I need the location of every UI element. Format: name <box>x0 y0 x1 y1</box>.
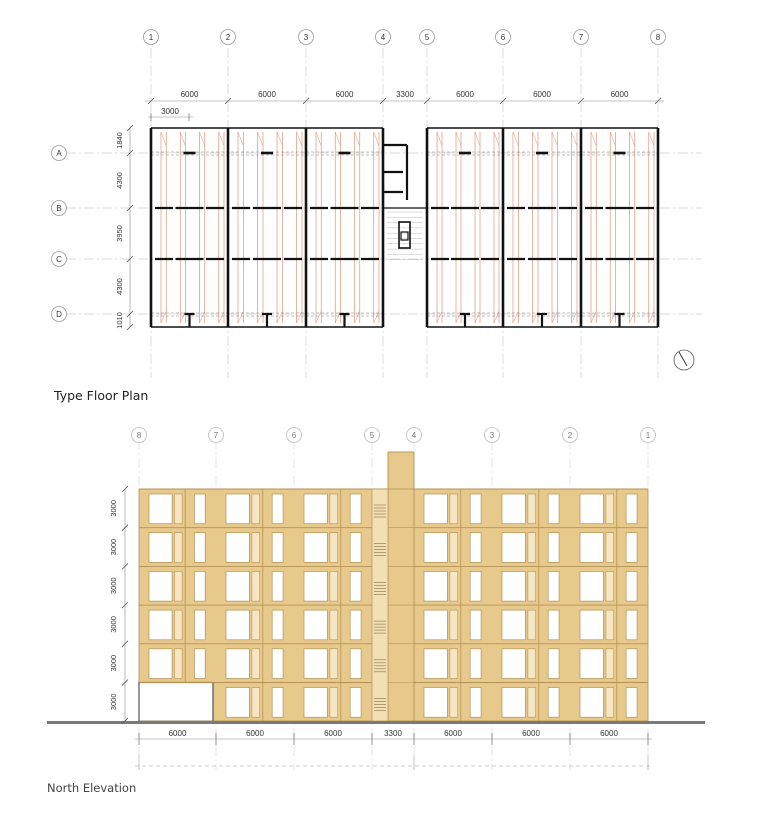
window <box>626 533 637 563</box>
window-panel <box>528 494 536 524</box>
window <box>626 610 637 640</box>
window <box>424 571 447 601</box>
window <box>470 649 481 679</box>
window <box>194 649 205 679</box>
window-panel <box>174 649 182 679</box>
window <box>470 494 481 524</box>
window <box>304 610 327 640</box>
dimension-text: 4300 <box>115 172 124 189</box>
window-panel <box>252 533 260 563</box>
floor-panel-line <box>649 132 654 146</box>
window <box>350 571 361 601</box>
window <box>548 494 559 524</box>
dimension-text: 6000 <box>600 729 618 738</box>
floor-panel-line <box>513 132 519 146</box>
window <box>502 533 525 563</box>
window-panel <box>252 571 260 601</box>
window-panel <box>450 610 458 640</box>
grid-label: C <box>56 255 62 264</box>
dimension-text: 6000 <box>533 90 551 99</box>
floor-panel-line <box>552 132 558 146</box>
dimension-text: 6000 <box>444 729 462 738</box>
grid-label: 8 <box>655 33 661 42</box>
floor-panel-line <box>630 132 635 146</box>
window-panel <box>174 494 182 524</box>
window-panel <box>174 610 182 640</box>
floor-panel-line <box>277 132 283 146</box>
grid-label: 3 <box>303 33 309 42</box>
grid-label: 2 <box>567 431 573 440</box>
window <box>626 571 637 601</box>
window-panel <box>252 649 260 679</box>
window <box>580 649 603 679</box>
dimension-text: 3000 <box>161 107 179 116</box>
window <box>194 533 205 563</box>
window <box>548 610 559 640</box>
ground-line <box>47 721 705 724</box>
dimension-text: 6000 <box>180 90 199 99</box>
grid-label: 5 <box>369 431 375 440</box>
window <box>424 688 447 718</box>
floor-panel-line <box>456 132 461 146</box>
window <box>350 494 361 524</box>
dimension-text: 6000 <box>456 90 474 99</box>
window <box>470 688 481 718</box>
window <box>424 649 447 679</box>
floor-panel-line <box>610 132 615 146</box>
floor-panel-line <box>494 132 499 146</box>
window-panel <box>528 610 536 640</box>
dimension-text: 3300 <box>396 90 414 99</box>
window <box>304 533 327 563</box>
floor-panel-line <box>180 132 185 146</box>
floor-panel-line <box>219 132 224 146</box>
window-panel <box>450 494 458 524</box>
window <box>350 610 361 640</box>
window <box>304 494 327 524</box>
window-panel <box>606 494 614 524</box>
grid-label: 7 <box>578 33 584 42</box>
floor-panel-line <box>533 132 539 146</box>
window-panel <box>606 688 614 718</box>
window-panel <box>330 533 338 563</box>
window <box>149 533 172 563</box>
floor-panel-line <box>161 132 166 146</box>
window <box>350 533 361 563</box>
dimension-text: 3000 <box>109 654 118 672</box>
floor-panel-line <box>335 132 340 146</box>
window-panel <box>450 688 458 718</box>
window <box>424 533 447 563</box>
window <box>424 610 447 640</box>
window <box>548 649 559 679</box>
dimension-text: 6000 <box>335 90 354 99</box>
window-panel <box>606 610 614 640</box>
dimension-text: 1840 <box>115 132 124 149</box>
window <box>626 688 637 718</box>
window <box>194 571 205 601</box>
window <box>226 571 249 601</box>
dimension-text: 3000 <box>109 577 118 595</box>
window <box>149 571 172 601</box>
window-panel <box>330 688 338 718</box>
window <box>226 649 249 679</box>
grid-label: 8 <box>136 431 142 440</box>
floor-panel-line <box>437 132 442 146</box>
dimension-text: 3300 <box>384 729 402 738</box>
grid-label: 4 <box>380 33 386 42</box>
window <box>226 494 249 524</box>
window <box>502 610 525 640</box>
window-panel <box>174 571 182 601</box>
window <box>548 533 559 563</box>
grid-label: 2 <box>225 33 231 42</box>
window-panel <box>174 533 182 563</box>
window-panel <box>330 571 338 601</box>
window-panel <box>252 494 260 524</box>
window <box>470 610 481 640</box>
floor-plan <box>52 30 703 379</box>
floor-panel-line <box>297 132 303 146</box>
dimension-text: 6000 <box>324 729 342 738</box>
window <box>149 494 172 524</box>
grid-label: 6 <box>291 431 297 440</box>
floor-panel-line <box>572 132 578 146</box>
dimension-text: 3000 <box>109 500 118 517</box>
window <box>580 494 603 524</box>
dimension-text: 6000 <box>168 729 187 738</box>
window-panel <box>330 494 338 524</box>
window <box>272 533 283 563</box>
window <box>626 649 637 679</box>
window-panel <box>252 688 260 718</box>
window <box>502 649 525 679</box>
dimension-text: 1010 <box>115 312 124 329</box>
window <box>149 610 172 640</box>
window <box>350 688 361 718</box>
window <box>272 649 283 679</box>
floor-panel-line <box>475 132 480 146</box>
window <box>226 688 249 718</box>
window <box>304 649 327 679</box>
window <box>304 571 327 601</box>
window-panel <box>252 610 260 640</box>
window <box>272 688 283 718</box>
window-panel <box>528 571 536 601</box>
window <box>226 533 249 563</box>
floor-panel-line <box>591 132 596 146</box>
elevation-title: North Elevation <box>47 781 137 795</box>
window <box>272 494 283 524</box>
window <box>548 571 559 601</box>
window <box>424 494 447 524</box>
window-panel <box>330 610 338 640</box>
grid-label: 5 <box>424 33 430 42</box>
dimension-text: 6000 <box>610 90 629 99</box>
grid-label: 7 <box>213 431 219 440</box>
window <box>149 649 172 679</box>
grid-label: A <box>56 149 62 158</box>
floor-panel-line <box>374 132 379 146</box>
ground-floor-opening <box>139 683 213 722</box>
window <box>272 610 283 640</box>
dimension-text: 3000 <box>109 616 118 633</box>
floor-plan-title: Type Floor Plan <box>54 388 149 403</box>
grid-label: 6 <box>500 33 506 42</box>
grid-label: 4 <box>411 431 417 440</box>
floor-panel-line <box>258 132 264 146</box>
north-elevation <box>47 428 705 771</box>
dimension-text: 3000 <box>109 693 118 711</box>
window-panel <box>450 571 458 601</box>
floor-panel-line <box>238 132 244 146</box>
window <box>626 494 637 524</box>
window <box>580 688 603 718</box>
window <box>194 494 205 524</box>
window <box>580 610 603 640</box>
window <box>580 533 603 563</box>
floor-panel-line <box>200 132 205 146</box>
window <box>350 649 361 679</box>
dimension-text: 4300 <box>115 278 124 295</box>
window <box>304 688 327 718</box>
grid-label: D <box>56 310 62 319</box>
grid-label: 1 <box>645 431 651 440</box>
window-panel <box>528 533 536 563</box>
window-panel <box>450 533 458 563</box>
floor-panel-line <box>355 132 360 146</box>
floor-panel-line <box>316 132 321 146</box>
dimension-text: 6000 <box>522 729 540 738</box>
window <box>548 688 559 718</box>
window-panel <box>450 649 458 679</box>
window-panel <box>528 688 536 718</box>
window <box>194 610 205 640</box>
window-panel <box>606 533 614 563</box>
window <box>272 571 283 601</box>
window <box>580 571 603 601</box>
grid-label: B <box>56 204 62 213</box>
window <box>470 533 481 563</box>
grid-label: 1 <box>148 33 154 42</box>
window-panel <box>606 649 614 679</box>
window <box>226 610 249 640</box>
window-panel <box>330 649 338 679</box>
stair-strip <box>372 489 388 721</box>
window <box>502 571 525 601</box>
window-panel <box>606 571 614 601</box>
dimension-text: 6000 <box>246 729 264 738</box>
dimension-text: 6000 <box>258 90 276 99</box>
window-panel <box>528 649 536 679</box>
stair-tower <box>388 452 414 721</box>
window <box>470 571 481 601</box>
dimension-text: 3000 <box>109 538 118 556</box>
window <box>502 688 525 718</box>
grid-label: 3 <box>489 431 495 440</box>
window <box>502 494 525 524</box>
dimension-text: 3950 <box>115 225 124 242</box>
